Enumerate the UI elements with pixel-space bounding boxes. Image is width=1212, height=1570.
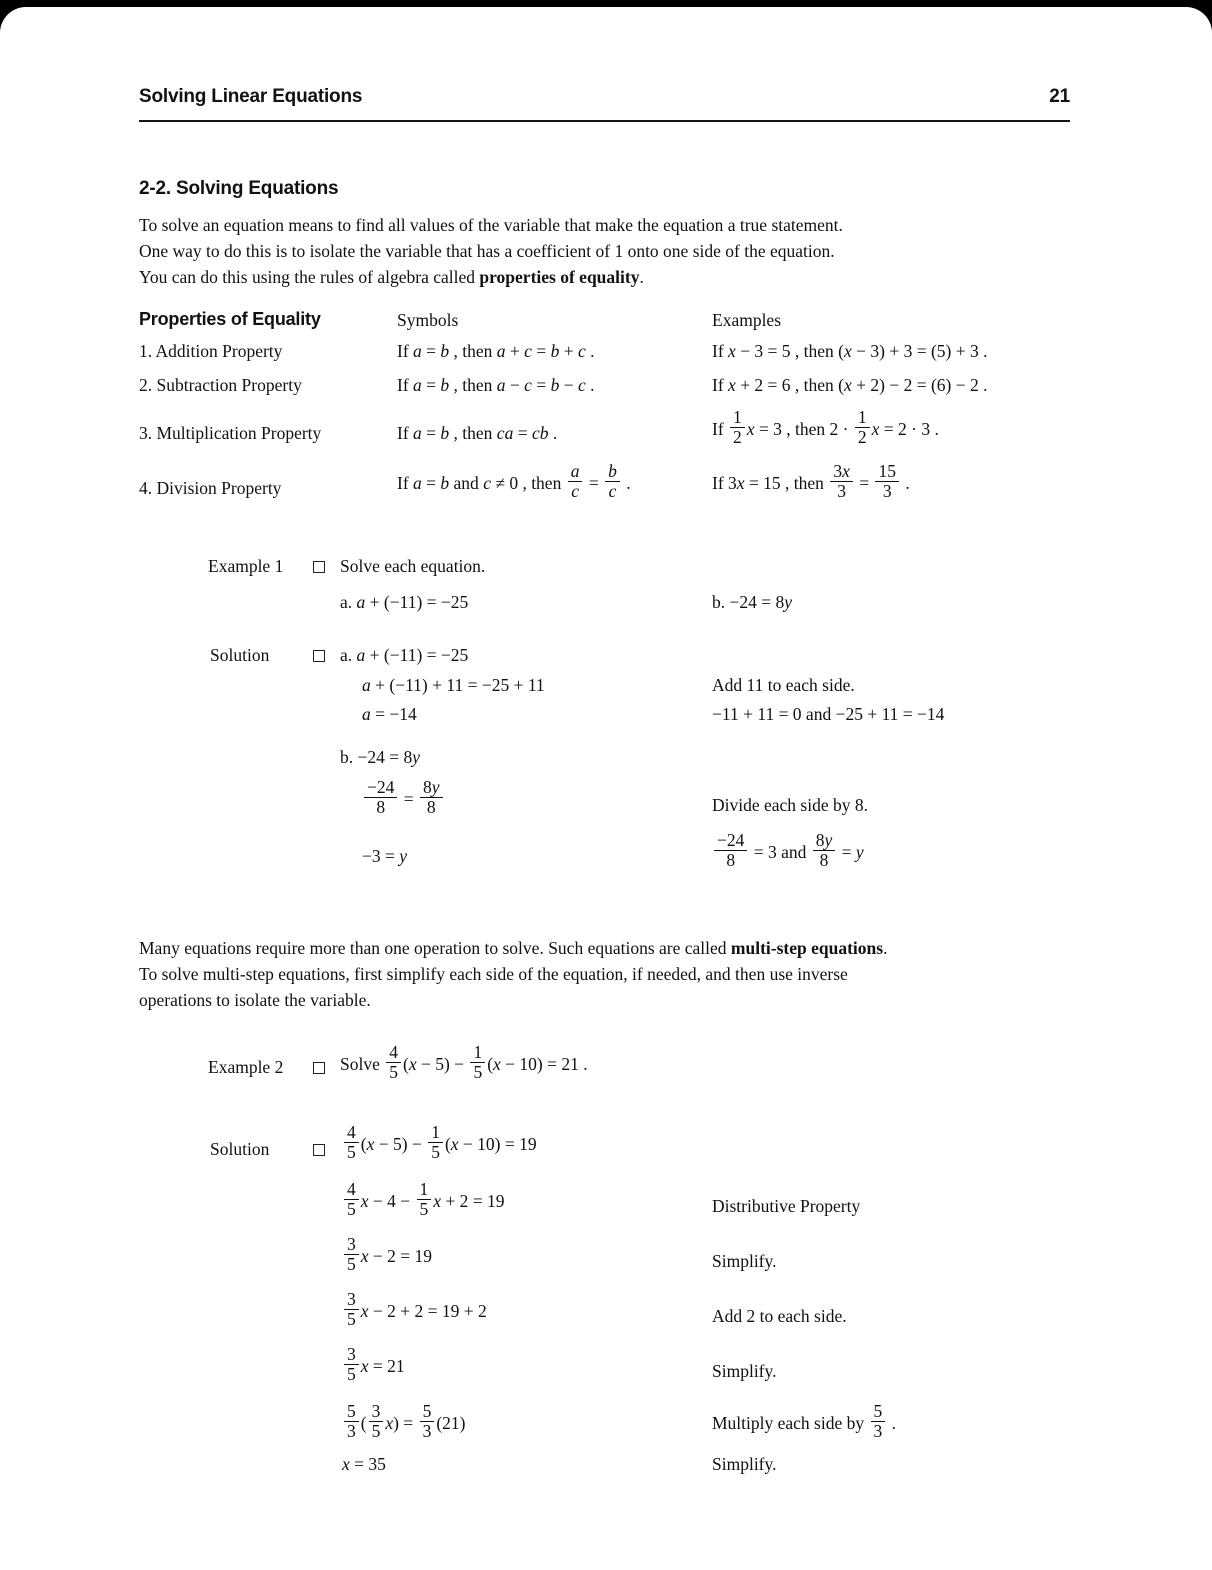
table-header-symbols: Symbols [397, 310, 459, 330]
example1-item-a: a. a + (−11) = −25 [340, 592, 469, 612]
solution2-note: Simplify. [712, 1251, 777, 1271]
solution2-step: $\frac{5}{3}$ ( $\frac{3}{5}$ x) = $\frac{5}{3}$ (21) [342, 1405, 465, 1445]
table-row-symbols: If a = b , then a + c = b + c . [397, 341, 595, 361]
open-square-icon [313, 1062, 325, 1074]
table-row-symbols: If a = b and c ≠ 0 , then $\frac{a}{c}$ = $\frac{b}{c}$ . [397, 461, 631, 502]
solution1-note: Divide each side by 8. [712, 795, 868, 815]
solution1-step: a + (−11) + 11 = −25 + 11 [362, 675, 545, 695]
example1-item-b: b. −24 = 8y [712, 592, 793, 612]
solution1-label: Solution [210, 645, 270, 665]
solution2-step: $\frac{3}{5}$ x − 2 = 19 [342, 1238, 432, 1278]
header-rule [139, 120, 1070, 122]
table-row-name: 2. Subtraction Property [139, 375, 302, 395]
table-row-name: 3. Multiplication Property [139, 423, 322, 443]
intro-line: One way to do this is to isolate the variable that has a coefficient of 1 onto one side of the equation. [139, 241, 835, 261]
example1-label: Example 1 [208, 556, 284, 576]
solution2-step: $\frac{3}{5}$ x − 2 + 2 = 19 + 2 [342, 1293, 487, 1333]
table-row-example: If x + 2 = 6 , then (x + 2) − 2 = (6) − 2 . [712, 375, 988, 395]
section-title: 2-2. Solving Equations [139, 178, 339, 199]
open-square-icon [313, 650, 325, 662]
solution2-step: x = 35 [342, 1454, 386, 1474]
page-title: Solving Linear Equations [139, 86, 363, 107]
table-row-symbols: If a = b , then ca = cb . [397, 423, 558, 443]
open-square-icon [313, 561, 325, 573]
solution2-note: Multiply each side by $\frac{5}{3}$ . [712, 1401, 897, 1442]
solution2-step: $\frac{4}{5}$ x − 4 − $\frac{1}{5}$ x + 2 = 19 [342, 1183, 505, 1223]
table-row-name: 4. Division Property [139, 478, 282, 498]
open-square-icon [313, 1144, 325, 1156]
table-row-symbols: If a = b , then a − c = b − c . [397, 375, 595, 395]
intro-line: To solve an equation means to find all values of the variable that make the equation a true statement. [139, 215, 843, 235]
table-row-example: If x − 3 = 5 , then (x − 3) + 3 = (5) + 3 . [712, 341, 988, 361]
page-number: 21 [1049, 86, 1070, 107]
solution2-label: Solution [210, 1139, 270, 1159]
example2-prompt: Solve $\frac{4}{5}$ (x − 5) − $\frac{1}{5}$ (x − 10) = 21 . [340, 1042, 588, 1083]
example1-prompt: Solve each equation. [340, 556, 486, 576]
example2-label: Example 2 [208, 1057, 284, 1077]
solution1-step: a. a + (−11) = −25 [340, 645, 469, 665]
solution1-note: $\frac{-24}{8}$ = 3 and $\frac{8y}{8}$ = y [712, 834, 864, 874]
solution1-step: $\frac{-24}{8}$ = $\frac{8y}{8}$ [362, 781, 445, 821]
paragraph-line: Many equations require more than one operation to solve. Such equations are called multi-step equations. [139, 938, 888, 958]
table-row-example: If $\frac{1}{2}$ x = 3 , then 2 · $\frac{1}{2}$ x = 2 · 3 . [712, 407, 939, 448]
table-header-properties: Properties of Equality [139, 309, 321, 329]
solution1-step: b. −24 = 8y [340, 747, 421, 767]
solution2-note: Distributive Property [712, 1196, 861, 1216]
solution1-step: a = −14 [362, 704, 417, 724]
solution1-note: Add 11 to each side. [712, 675, 855, 695]
intro-line: You can do this using the rules of algebra called properties of equality. [139, 267, 644, 287]
solution2-step: $\frac{4}{5}$ (x − 5) − $\frac{1}{5}$ (x − 10) = 19 [342, 1126, 537, 1166]
table-row-example: If 3x = 15 , then $\frac{3x}{3}$ = $\frac{15}{3}$ . [712, 461, 910, 502]
paragraph-line: operations to isolate the variable. [139, 990, 371, 1010]
table-header-examples: Examples [712, 310, 782, 330]
table-row-name: 1. Addition Property [139, 341, 283, 361]
solution2-note: Add 2 to each side. [712, 1306, 847, 1326]
document-page [0, 7, 1212, 1570]
solution2-note: Simplify. [712, 1454, 777, 1474]
solution1-step: −3 = y [362, 846, 408, 866]
solution2-note: Simplify. [712, 1361, 777, 1381]
solution2-step: $\frac{3}{5}$ x = 21 [342, 1348, 405, 1388]
solution1-note: −11 + 11 = 0 and −25 + 11 = −14 [712, 704, 945, 724]
paragraph-line: To solve multi-step equations, first simplify each side of the equation, if needed, and then use inverse [139, 964, 848, 984]
